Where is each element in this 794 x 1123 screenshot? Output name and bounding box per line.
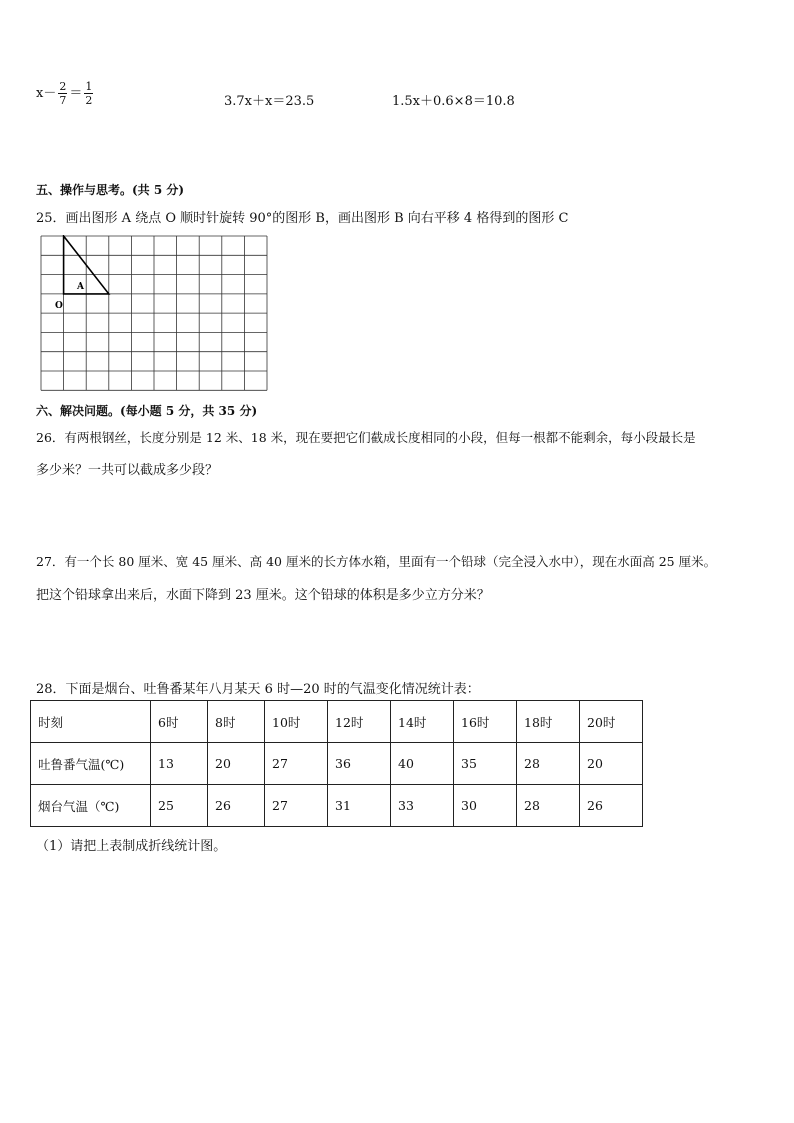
section-5-heading: 五、操作与思考。(共 5 分) bbox=[36, 183, 185, 197]
section-6-heading: 六、解决问题。(每小题 5 分，共 35 分) bbox=[36, 404, 258, 418]
table-cell: 26 bbox=[208, 785, 265, 827]
table-header-cell: 12时 bbox=[328, 701, 391, 743]
table-header-cell: 8时 bbox=[208, 701, 265, 743]
question-26-line-1: 26．有两根钢丝，长度分别是 12 米、18 米，现在要把它们截成长度相同的小段，但每一根都不能剩余，每小段最长是 bbox=[36, 430, 696, 445]
equation-1 bbox=[36, 80, 95, 107]
table-cell: 31 bbox=[328, 785, 391, 827]
table-cell: 27 bbox=[265, 743, 328, 785]
point-label-o: O bbox=[55, 301, 63, 311]
table-header-cell: 时刻 bbox=[31, 701, 151, 743]
question-27-line-2: 把这个铅球拿出来后，水面下降到 23 厘米。这个铅球的体积是多少立方分米？ bbox=[36, 588, 490, 603]
table-cell: 13 bbox=[151, 743, 208, 785]
question-28-intro: 28．下面是烟台、吐鲁番某年八月某天 6 时—20 时的气温变化情况统计表： bbox=[36, 682, 480, 697]
table-cell: 28 bbox=[517, 785, 580, 827]
table-row bbox=[31, 743, 643, 785]
table-cell: 吐鲁番气温(℃) bbox=[31, 743, 151, 785]
table-header-cell: 18时 bbox=[517, 701, 580, 743]
fraction-numerator: 1 bbox=[85, 80, 93, 93]
table-cell: 烟台气温（℃) bbox=[31, 785, 151, 827]
table-cell: 30 bbox=[454, 785, 517, 827]
table-cell: 36 bbox=[328, 743, 391, 785]
equation-3: 1.5x＋0.6×8＝10.8 bbox=[392, 94, 515, 109]
question-27-line-1: 27．有一个长 80 厘米、宽 45 厘米、高 40 厘米的长方体水箱，里面有一个铅球（完全浸入水中），现在水面高 25 厘米。 bbox=[36, 554, 717, 569]
table-cell: 28 bbox=[517, 743, 580, 785]
table-header-cell: 14时 bbox=[391, 701, 454, 743]
table-cell: 25 bbox=[151, 785, 208, 827]
table-header-cell: 16时 bbox=[454, 701, 517, 743]
table-header-cell: 20时 bbox=[580, 701, 643, 743]
fraction-denominator: 2 bbox=[85, 94, 93, 107]
equation-1-equals: ＝ bbox=[69, 86, 83, 101]
fraction-numerator: 2 bbox=[59, 80, 67, 93]
table-cell: 20 bbox=[580, 743, 643, 785]
table-cell: 20 bbox=[208, 743, 265, 785]
table-header-cell: 6时 bbox=[151, 701, 208, 743]
fraction-1-2 bbox=[84, 80, 93, 107]
question-26-line-2: 多少米？一共可以截成多少段？ bbox=[36, 463, 219, 478]
table-cell: 35 bbox=[454, 743, 517, 785]
table-cell: 26 bbox=[580, 785, 643, 827]
table-header-row bbox=[31, 701, 643, 743]
fraction-2-7 bbox=[58, 80, 67, 107]
table-row bbox=[31, 785, 643, 827]
table-cell: 33 bbox=[391, 785, 454, 827]
table-cell: 40 bbox=[391, 743, 454, 785]
question-28-sub-1: （1）请把上表制成折线统计图。 bbox=[36, 839, 227, 854]
equation-1-prefix: x－ bbox=[36, 86, 57, 101]
table-cell: 27 bbox=[265, 785, 328, 827]
grid-figure bbox=[40, 235, 270, 395]
question-25: 25．画出图形 A 绕点 O 顺时针旋转 90°的图形 B，画出图形 B 向右平移 4 格得到的图形 C bbox=[36, 211, 569, 226]
equation-2: 3.7x＋x＝23.5 bbox=[224, 94, 315, 109]
temperature-table bbox=[30, 700, 643, 827]
grid-lines bbox=[41, 236, 267, 390]
table-header-cell: 10时 bbox=[265, 701, 328, 743]
shape-label-a: A bbox=[77, 282, 84, 292]
fraction-denominator: 7 bbox=[59, 94, 67, 107]
